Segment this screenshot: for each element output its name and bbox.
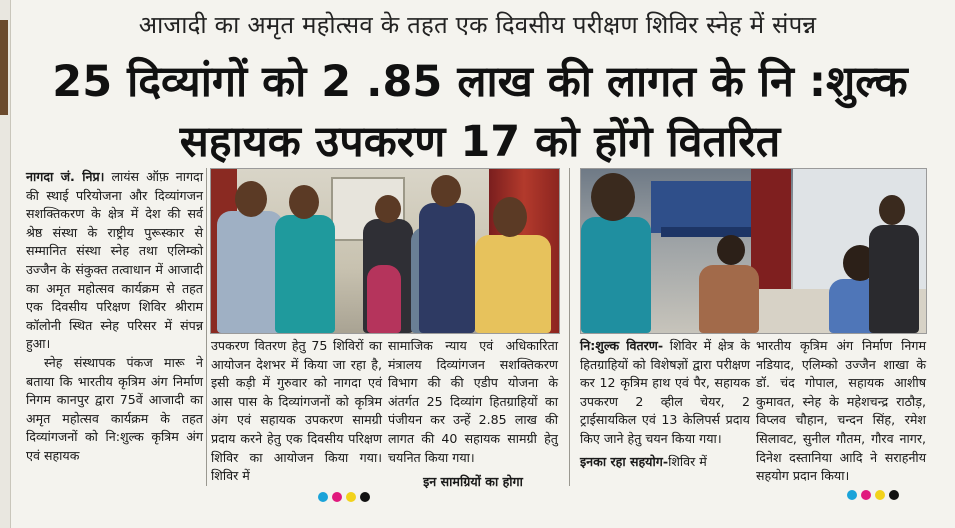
section-label-cooperation: इनका रहा सहयोग- bbox=[580, 453, 669, 469]
article-column-3 bbox=[388, 337, 558, 492]
patient bbox=[699, 265, 759, 333]
examiner-head bbox=[591, 173, 635, 221]
patient-head bbox=[717, 235, 745, 265]
photo-group-portrait bbox=[210, 168, 560, 334]
column4-subtext: शिविर में bbox=[668, 453, 707, 469]
column2-text: उपकरण वितरण हेतु 75 शिविरों का आयोजन देशभर में किया जा रहा है, इसी कड़ी में गुरुवार को नागदा एवं आस पास के दिव्यांगजनों को कृत्रिम अंग एवं सहायक उपकरण सामग्री प्रदाय करने हेतु एक दिवसीय परिक्षण शिविर का आयोजन किया गया। शिविर में bbox=[211, 338, 382, 484]
photo-examination bbox=[580, 168, 927, 334]
column-divider bbox=[569, 168, 570, 486]
section-label-distribution: नि:शुल्क वितरण- bbox=[580, 338, 664, 353]
examiner bbox=[581, 217, 651, 333]
column1-para1: लायंस ऑफ़ नागदा की स्थाई परियोजना और दिव्यांगजन सशक्तिकरण के क्षेत्र में देश की सर्व श्रेष्ठ संस्था के राष्ट्रीय पुरूस्कार से सम्मानित संस्था स्नेह तथा एलिम्को उज्जैन के संकुक्त तत्वाधान में आजादी का अमृत महोत्सव कार्यक्रम से तहत एक दिवसीय परिक्षण शिविर श्रीराम कॉलोनी स्थित स्नेह परिसर में संपन्न हुआ। bbox=[26, 169, 203, 352]
child bbox=[367, 265, 401, 333]
kicker-headline: आजादी का अमृत महोत्सव के तहत एक दिवसीय परीक्षण शिविर स्नेह में संपन्न bbox=[138, 11, 817, 39]
person-1 bbox=[217, 211, 283, 333]
person-2-head bbox=[289, 185, 319, 219]
person-6-head bbox=[493, 197, 527, 237]
cyan-dot bbox=[318, 492, 328, 502]
column5-text: भारतीय कृत्रिम अंग निर्माण निगम नडियाद, एलिम्को उज्जैन शाखा के डॉ. चंद गोपाल, सहायक आशीष कुमावत, स्नेह के महेशचन्द्र राठौड़, विप्लव चौहान, चन्दन सिंह, रमेश सिलावट, सुनील गौतम, गौरव नागर, दिनेश दस्तानिया आदि ने सराहनीय सहयोग प्रदान किया। bbox=[756, 338, 926, 484]
standing-person-head bbox=[879, 195, 905, 225]
print-registration-dots bbox=[318, 492, 370, 502]
column3-text: सामाजिक न्याय एवं अधिकारिता मंत्रालय दिव्यांगजन सशक्तिकरण विभाग की की एडीप योजना के अंतर्गत 25 दिव्यांग हितग्राहियों का पंजीयन कर उन्हें 2.85 लाख की लागत की 40 सहायक सामग्री हेतु चयनित किया गया। bbox=[388, 338, 558, 465]
yellow-dot bbox=[346, 492, 356, 502]
article-column-4 bbox=[580, 337, 750, 471]
black-dot bbox=[360, 492, 370, 502]
adjacent-page-strip bbox=[0, 0, 11, 528]
column1-para2: स्नेह संस्थापक पंकज मारू ने बताया कि भारतीय कृत्रिम अंग निर्माण निगम कानपुर द्वारा 75वें आजादी का अमृत महोत्सव कार्यक्रम के तहत दिव्यांगजनों को नि:शुल्क कृत्रिम अंग एवं सहायक bbox=[26, 354, 203, 463]
person-6 bbox=[475, 235, 551, 333]
column3-subhead: इन सामग्रियों का होगा bbox=[423, 474, 523, 490]
headline-line-1: 25 दिव्यांगों को 2 .85 लाख की लागत के नि :शुल्क bbox=[52, 57, 908, 107]
dateline: नागदा जं. निप्र। bbox=[26, 169, 105, 184]
person-5 bbox=[419, 203, 475, 333]
column-divider bbox=[206, 168, 207, 486]
person-5-head bbox=[431, 175, 461, 207]
black-dot bbox=[889, 490, 899, 500]
cyan-dot bbox=[847, 490, 857, 500]
article-column-2 bbox=[211, 337, 382, 486]
magenta-dot bbox=[861, 490, 871, 500]
article-column-1 bbox=[26, 168, 203, 466]
yellow-dot bbox=[875, 490, 885, 500]
article-column-5 bbox=[756, 337, 926, 486]
person-1-head bbox=[235, 181, 267, 217]
main-headline bbox=[20, 52, 940, 172]
standing-person bbox=[869, 225, 919, 333]
headline-line-2: सहायक उपकरण 17 को होंगे वितरित bbox=[179, 117, 781, 167]
column4-text: शिविर में क्षेत्र के हितग्राहियों को विशेषज्ञों द्वारा परीक्षण कर 12 कृत्रिम हाथ एवं पैर, सहायक उपकरण 2 व्हील चेयर, 2 ट्राईसायकिल एवं 13 केलिपर्स प्रदाय किए जाने हेतु चयन किया गया। bbox=[580, 338, 750, 446]
person-3-head bbox=[375, 195, 401, 223]
magenta-dot bbox=[332, 492, 342, 502]
person-2 bbox=[275, 215, 335, 333]
print-registration-dots bbox=[847, 490, 899, 500]
